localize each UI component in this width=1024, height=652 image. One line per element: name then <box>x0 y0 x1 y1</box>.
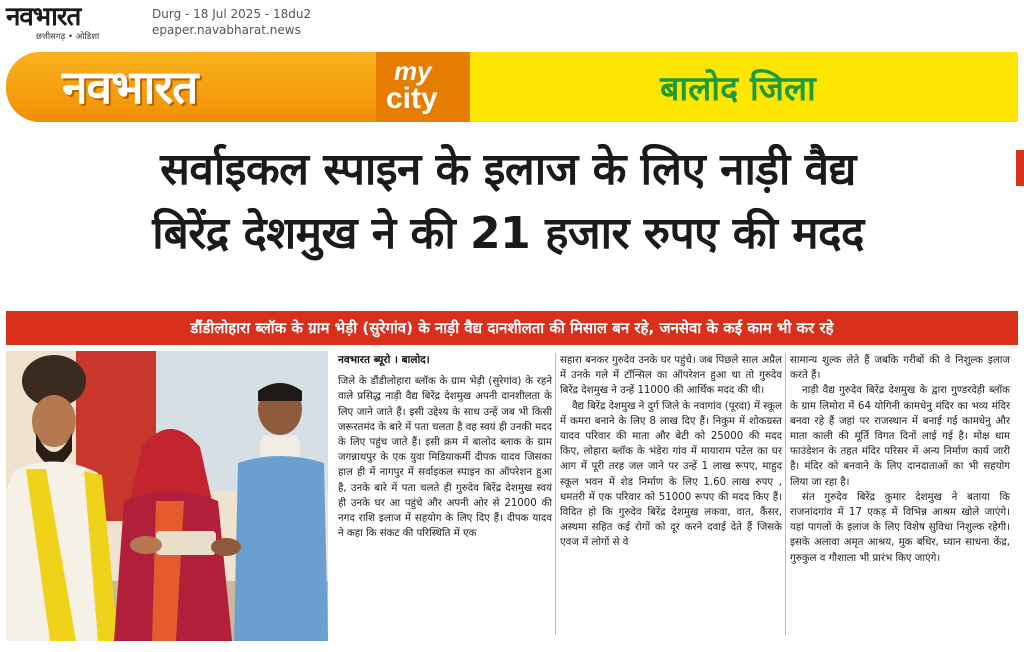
headline-line-2: बिरेंद्र देशमुख ने की 21 हजार रुपए की मदद <box>152 208 864 259</box>
photo-illustration <box>6 351 328 641</box>
column-divider <box>555 353 556 635</box>
person-right-shirt <box>234 456 328 641</box>
column-3-para-2: नाड़ी वैद्य गुरुदेव बिरेंद्र देशमुख के द्वारा गुण्डरदेही ब्लॉक के ग्राम लिमोरा में 64 योगिनी कामधेनु मंदिर का भव्य मंदिर बनवा रहे हैं जहां पर राजस्थान में बनाई गई कामधेनु और माता काली की मूर्ति विगत दिनों लाई गई है। मोक्ष धाम फाउंडेशन के तहत मंदिर परिसर में अन्य निर्माण कार्य जारी है। मंदिर को बनवाने के लिए दानदाताओं का भी सहयोग लिया जा रहा है। <box>790 385 1010 488</box>
subheading-strip: डौंडीलोहारा ब्लॉक के ग्राम भेड़ी (सुरेगांव) के नाड़ी वैद्य दानशीलता की मिसाल बन रहे, जनसेवा के कई काम भी कर रहे <box>6 311 1018 345</box>
masthead-logo: नवभारत <box>62 60 198 114</box>
mycity-city: city <box>386 82 438 115</box>
page-masthead <box>6 52 1018 122</box>
masthead-logo-block <box>6 52 376 122</box>
edition-line: Durg - 18 Jul 2025 - 18du2 <box>152 7 312 21</box>
byline: नवभारत ब्यूरो । बालोद। <box>338 354 430 366</box>
column-divider <box>785 353 786 635</box>
side-marker <box>1016 150 1024 186</box>
column-3-para-3: संत गुरुदेव बिरेंद्र कुमार देशमुख ने बताया कि राजनांदगांव में 17 एकड़ में विभिन्न आश्रम खोले जाएंगे। यहां पागलों के इलाज के लिए विशेष सुविधा निशुल्क रहेगी। इसके अलावा अमृत आश्रय, मुक बधिर, ध्यान साधना केंद्र, गुरुकुल व गौशाला भी प्रारंभ किए जाएंगे। <box>790 491 1010 564</box>
article-column-2 <box>560 353 782 551</box>
epaper-header <box>0 0 1024 46</box>
article-column-3 <box>790 353 1010 566</box>
article-headline <box>8 138 1008 266</box>
newspaper-logo[interactable] <box>6 4 140 42</box>
headline-line-1: सर्वाइकल स्पाइन के इलाज के लिए नाड़ी वैद्य <box>160 144 856 195</box>
column-1-text: जिले के डौंडीलोहारा ब्लॉक के ग्राम भेड़ी (सुरेगांव) के रहने वाले प्रसिद्ध नाड़ी वैद्य बिरेंद्र देशमुख अपनी दानशीलता के लिए जाने जाते हैं। इसी उद्देश्य के साथ उन्हें जब भी किसी जरूरतमंद के बारे में पता चलता है वह स्वयं ही उनकी मदद के लिए पहुंच जाते हैं। इसी क्रम में बालोद ब्लाक के ग्राम जगन्नाथपुर के एक युवा मिडियाकर्मी दीपक यादव जिसका हाल ही में नागपुर में सर्वाइकल स्पाइन का ऑपरेशन हुआ है, उनके बारे में पता चलते ही गुरुदेव बिरेंद्र देशमुख स्वयं ही उनके घर आ पहुंचे और अपनी ओर से 21000 की नगद राशि इलाज में सहयोग के लिए दिए हैं। दीपक यादव ने कहा कि संकट की परिस्थिति में एक <box>338 376 552 540</box>
cash-envelope <box>156 531 216 555</box>
logo-subtitle: छत्तीसगढ़ • ओडिशा <box>36 32 100 42</box>
column-2-para-1: सहारा बनकर गुरुदेव उनके घर पहुंचे। जब पिछले साल अप्रैल में उनके गले में टॉन्सिल का ऑपरेशन हुआ था तो गुरुदेव बिरेंद्र देशमुख ने उन्हें 11000 की आर्थिक मदद की थी। <box>560 355 782 397</box>
site-link[interactable]: epaper.navabharat.news <box>152 23 301 37</box>
logo-text: नवभारत <box>6 2 81 32</box>
article-column-1 <box>338 353 552 541</box>
district-block <box>470 52 1018 122</box>
column-3-para-1: सामान्य शुल्क लेते हैं जबकि गरीबों की वे निशुल्क इलाज करते हैं। <box>790 355 1010 382</box>
column-2-para-2: वैद्य बिरेंद्र देशमुख ने दुर्ग जिले के नवागांव (पूरदा) में स्कूल में कमरा बनाने के लिए 8 लाख दिए हैं। निकुम में शोकग्रस्त यादव परिवार की माता और बेटी को 25000 की मदद किए, लोहारा ब्लॉक के भंडेरा गांव में मायाराम पटेल का घर आग में पूरी तरह जल जाने पर उन्हें 1 लाख रूपए, माहुद स्कूल भवन में शेड निर्माण के लिए 1.60 लाख रुपए , धमतरी में एक परिवार को 51000 रूपए की मदद किए हैं। विदित हो कि गुरुदेव बिरेंद्र देशमुख लकवा, वात, कैंसर, अस्थमा सहित कई रोगों को दूर करने दवाई देते हैं जिसके एवज में लोगों से वे <box>560 400 782 549</box>
edition-info <box>152 6 311 38</box>
mycity-my: my <box>394 56 432 86</box>
district-title: बालोद जिला <box>660 69 816 109</box>
mycity-badge <box>376 52 470 122</box>
article-photo <box>6 351 328 641</box>
